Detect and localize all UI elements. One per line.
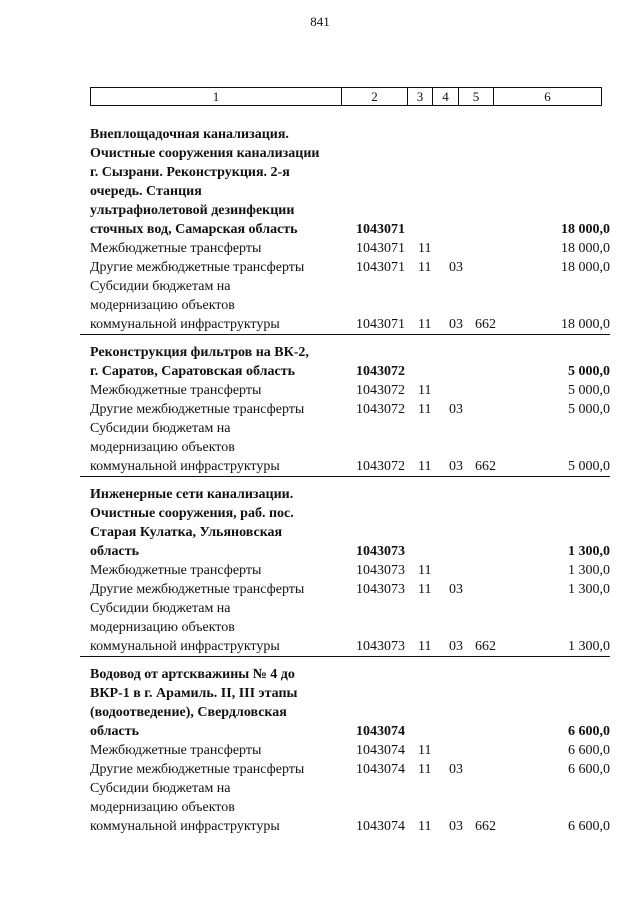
row-code: 1043071 <box>356 317 405 332</box>
table-row <box>80 400 610 419</box>
row-section-code: 11 <box>418 402 432 417</box>
row-code: 1043073 <box>356 639 405 654</box>
column-header-table <box>90 87 602 106</box>
row-name: модернизацию объектов <box>90 800 235 815</box>
row-code: 1043071 <box>356 241 405 256</box>
section-amount: 1 300,0 <box>568 544 610 559</box>
section-title-row <box>80 182 610 201</box>
section-title-row <box>80 523 610 542</box>
section-title-line: Старая Кулатка, Ульяновская <box>90 525 283 540</box>
section-title-line: сточных вод, Самарская область <box>90 222 298 237</box>
row-amount: 5 000,0 <box>568 402 610 417</box>
table-row <box>80 457 610 476</box>
row-name: модернизацию объектов <box>90 620 235 635</box>
section-title-line: очередь. Станция <box>90 184 202 199</box>
row-name: Субсидии бюджетам на <box>90 279 231 294</box>
program-section <box>80 125 610 334</box>
row-code: 1043072 <box>356 402 405 417</box>
row-name: коммунальной инфраструктуры <box>90 317 280 332</box>
row-code: 1043072 <box>356 383 405 398</box>
table-row <box>80 315 610 334</box>
budget-table-body <box>0 125 640 836</box>
row-amount: 1 300,0 <box>568 639 610 654</box>
row-name: коммунальной инфраструктуры <box>90 459 280 474</box>
section-title-row <box>80 722 610 741</box>
section-title-row <box>80 144 610 163</box>
section-title-row <box>80 665 610 684</box>
section-title-line: Внеплощадочная канализация. <box>90 127 289 142</box>
row-section-code: 11 <box>418 762 432 777</box>
table-row <box>80 741 610 760</box>
row-subsection-code: 03 <box>449 317 463 332</box>
target-code: 1043071 <box>356 222 405 237</box>
column-header-cell: 5 <box>459 88 494 106</box>
row-expense-type: 662 <box>475 819 496 834</box>
row-name: Другие межбюджетные трансферты <box>90 762 305 777</box>
table-row <box>80 817 610 836</box>
section-title-row <box>80 362 610 381</box>
section-title-line: Водовод от артскважины № 4 до <box>90 667 295 682</box>
row-section-code: 11 <box>418 563 432 578</box>
row-section-code: 11 <box>418 459 432 474</box>
row-name: Другие межбюджетные трансферты <box>90 260 305 275</box>
program-section <box>80 656 610 836</box>
row-subsection-code: 03 <box>449 762 463 777</box>
row-amount: 1 300,0 <box>568 582 610 597</box>
row-amount: 6 600,0 <box>568 819 610 834</box>
column-header-cell: 4 <box>433 88 459 106</box>
table-row <box>80 296 610 315</box>
section-amount: 6 600,0 <box>568 724 610 739</box>
section-title-line: (водоотведение), Свердловская <box>90 705 287 720</box>
row-section-code: 11 <box>418 241 432 256</box>
table-row <box>80 798 610 817</box>
row-amount: 18 000,0 <box>561 317 610 332</box>
section-title-row <box>80 220 610 239</box>
section-title-row <box>80 343 610 362</box>
row-code: 1043071 <box>356 260 405 275</box>
column-header-cell: 6 <box>494 88 602 106</box>
section-title-row <box>80 163 610 182</box>
row-name: Другие межбюджетные трансферты <box>90 402 305 417</box>
target-code: 1043072 <box>356 364 405 379</box>
section-title-line: ВКР-1 в г. Арамиль. II, III этапы <box>90 686 298 701</box>
row-code: 1043072 <box>356 459 405 474</box>
section-title-row <box>80 201 610 220</box>
section-title-line: Очистные сооружения канализации <box>90 146 320 161</box>
table-row <box>80 438 610 457</box>
column-header-cell: 2 <box>342 88 408 106</box>
row-code: 1043074 <box>356 743 405 758</box>
row-code: 1043074 <box>356 762 405 777</box>
page-number: 841 <box>310 14 330 29</box>
program-section <box>80 476 610 656</box>
column-header-cell: 3 <box>408 88 433 106</box>
section-title-line: Инженерные сети канализации. <box>90 487 294 502</box>
row-name: коммунальной инфраструктуры <box>90 819 280 834</box>
section-title-line: г. Саратов, Саратовская область <box>90 364 295 379</box>
row-subsection-code: 03 <box>449 402 463 417</box>
row-name: модернизацию объектов <box>90 440 235 455</box>
row-subsection-code: 03 <box>449 459 463 474</box>
row-section-code: 11 <box>418 383 432 398</box>
table-row <box>80 561 610 580</box>
program-section <box>80 334 610 476</box>
row-code: 1043073 <box>356 563 405 578</box>
table-row <box>80 599 610 618</box>
column-header-row <box>91 88 602 106</box>
row-expense-type: 662 <box>475 459 496 474</box>
row-name: коммунальной инфраструктуры <box>90 639 280 654</box>
section-title-line: Очистные сооружения, раб. пос. <box>90 506 294 521</box>
section-title-line: ультрафиолетовой дезинфекции <box>90 203 295 218</box>
row-section-code: 11 <box>418 260 432 275</box>
section-title-row <box>80 684 610 703</box>
row-amount: 1 300,0 <box>568 563 610 578</box>
column-header-cell: 1 <box>91 88 342 106</box>
row-name: Субсидии бюджетам на <box>90 421 231 436</box>
row-amount: 5 000,0 <box>568 383 610 398</box>
row-name: Межбюджетные трансферты <box>90 383 262 398</box>
section-title-line: г. Сызрани. Реконструкция. 2-я <box>90 165 290 180</box>
table-row <box>80 277 610 296</box>
row-subsection-code: 03 <box>449 260 463 275</box>
table-row <box>80 637 610 656</box>
section-title-row <box>80 125 610 144</box>
section-title-line: Реконструкция фильтров на ВК-2, <box>90 345 309 360</box>
row-amount: 18 000,0 <box>561 241 610 256</box>
row-section-code: 11 <box>418 317 432 332</box>
row-code: 1043073 <box>356 582 405 597</box>
section-title-row <box>80 703 610 722</box>
row-name: Межбюджетные трансферты <box>90 743 262 758</box>
row-code: 1043074 <box>356 819 405 834</box>
row-subsection-code: 03 <box>449 639 463 654</box>
row-name: Субсидии бюджетам на <box>90 601 231 616</box>
table-row <box>80 258 610 277</box>
row-amount: 18 000,0 <box>561 260 610 275</box>
table-row <box>80 419 610 438</box>
table-row <box>80 239 610 258</box>
row-section-code: 11 <box>418 819 432 834</box>
row-name: Межбюджетные трансферты <box>90 241 262 256</box>
section-title-row <box>80 485 610 504</box>
row-subsection-code: 03 <box>449 819 463 834</box>
table-row <box>80 760 610 779</box>
target-code: 1043074 <box>356 724 405 739</box>
table-row <box>80 381 610 400</box>
target-code: 1043073 <box>356 544 405 559</box>
row-expense-type: 662 <box>475 317 496 332</box>
row-section-code: 11 <box>418 582 432 597</box>
section-title-row <box>80 504 610 523</box>
row-section-code: 11 <box>418 639 432 654</box>
row-amount: 5 000,0 <box>568 459 610 474</box>
row-amount: 6 600,0 <box>568 762 610 777</box>
table-row <box>80 618 610 637</box>
table-row <box>80 779 610 798</box>
row-amount: 6 600,0 <box>568 743 610 758</box>
row-expense-type: 662 <box>475 639 496 654</box>
row-name: Субсидии бюджетам на <box>90 781 231 796</box>
row-name: Межбюджетные трансферты <box>90 563 262 578</box>
row-subsection-code: 03 <box>449 582 463 597</box>
section-title-line: область <box>90 544 139 559</box>
section-amount: 5 000,0 <box>568 364 610 379</box>
section-amount: 18 000,0 <box>561 222 610 237</box>
row-section-code: 11 <box>418 743 432 758</box>
section-title-row <box>80 542 610 561</box>
row-name: модернизацию объектов <box>90 298 235 313</box>
section-title-line: область <box>90 724 139 739</box>
row-name: Другие межбюджетные трансферты <box>90 582 305 597</box>
table-row <box>80 580 610 599</box>
